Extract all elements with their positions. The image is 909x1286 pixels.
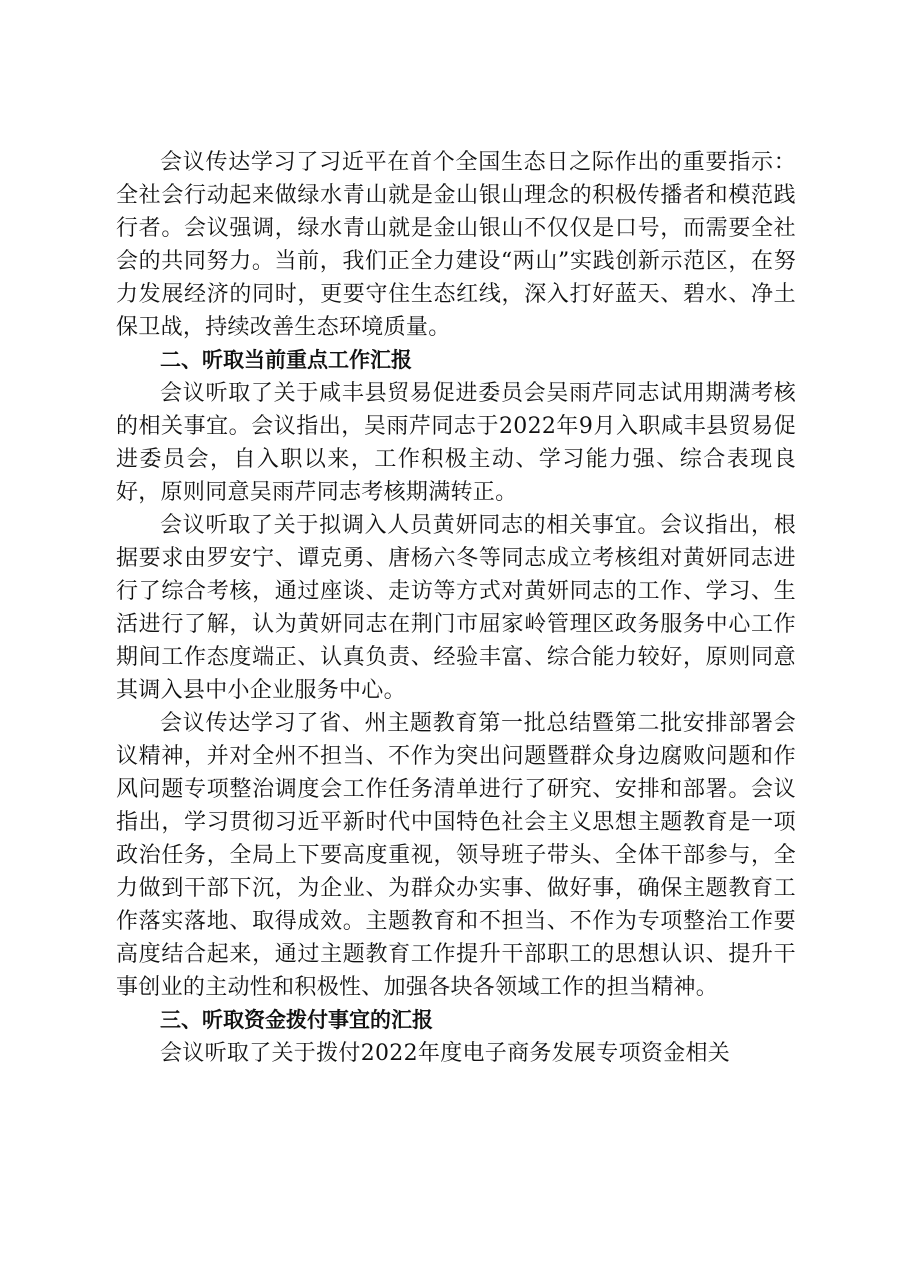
paragraph-transfer-review: 会议听取了关于拟调入人员黄妍同志的相关事宜。会议指出，根据要求由罗安宁、谭克勇、唐杨六冬等同志成立考核组对黄妍同志进行了综合考核，通过座谈、走访等方式对黄妍同志的工作、学习、生活进行了解，认为黄妍同志在荆门市屈家岭管理区政务服务中心工作期间工作态度端正、认真负责、经验丰富、综合能力较好，原则同意其调入县中小企业服务中心。: [116, 513, 796, 703]
paragraph-ecology-day: 会议传达学习了习近平在首个全国生态日之际作出的重要指示：全社会行动起来做绿水青山就是金山银山理念的积极传播者和模范践行者。会议强调，绿水青山就是金山银山不仅仅是口号，而需要全社会的共同努力。当前，我们正全力建设“两山”实践创新示范区，在努力发展经济的同时，更要守住生态红线，深入打好蓝天、碧水、净土保卫战，持续改善生态环境质量。: [116, 150, 796, 340]
section-heading-3: 三、听取资金拨付事宜的汇报: [160, 1008, 433, 1032]
paragraph-fund-allocation: 会议听取了关于拨付2022年度电子商务发展专项资金相关: [160, 1041, 731, 1066]
section-heading-2: 二、听取当前重点工作汇报: [160, 348, 412, 372]
paragraph-probation-review: 会议听取了关于咸丰县贸易促进委员会吴雨芹同志试用期满考核的相关事宜。会议指出，吴雨芹同志于2022年9月入职咸丰县贸易促进委员会，自入职以来，工作积极主动、学习能力强、综合表现良好，原则同意吴雨芹同志考核期满转正。: [116, 381, 796, 505]
paragraph-theme-education: 会议传达学习了省、州主题教育第一批总结暨第二批安排部署会议精神，并对全州不担当、不作为突出问题暨群众身边腐败问题和作风问题专项整治调度会工作任务清单进行了研究、安排和部署。会议指出，学习贯彻习近平新时代中国特色社会主义思想主题教育是一项政治任务，全局上下要高度重视，领导班子带头、全体干部参与，全力做到干部下沉，为企业、为群众办实事、做好事，确保主题教育工作落实落地、取得成效。主题教育和不担当、不作为专项整治工作要高度结合起来，通过主题教育工作提升干部职工的思想认识、提升干事创业的主动性和积极性、加强各块各领域工作的担当精神。: [116, 711, 796, 1000]
document-body: [116, 146, 796, 1070]
